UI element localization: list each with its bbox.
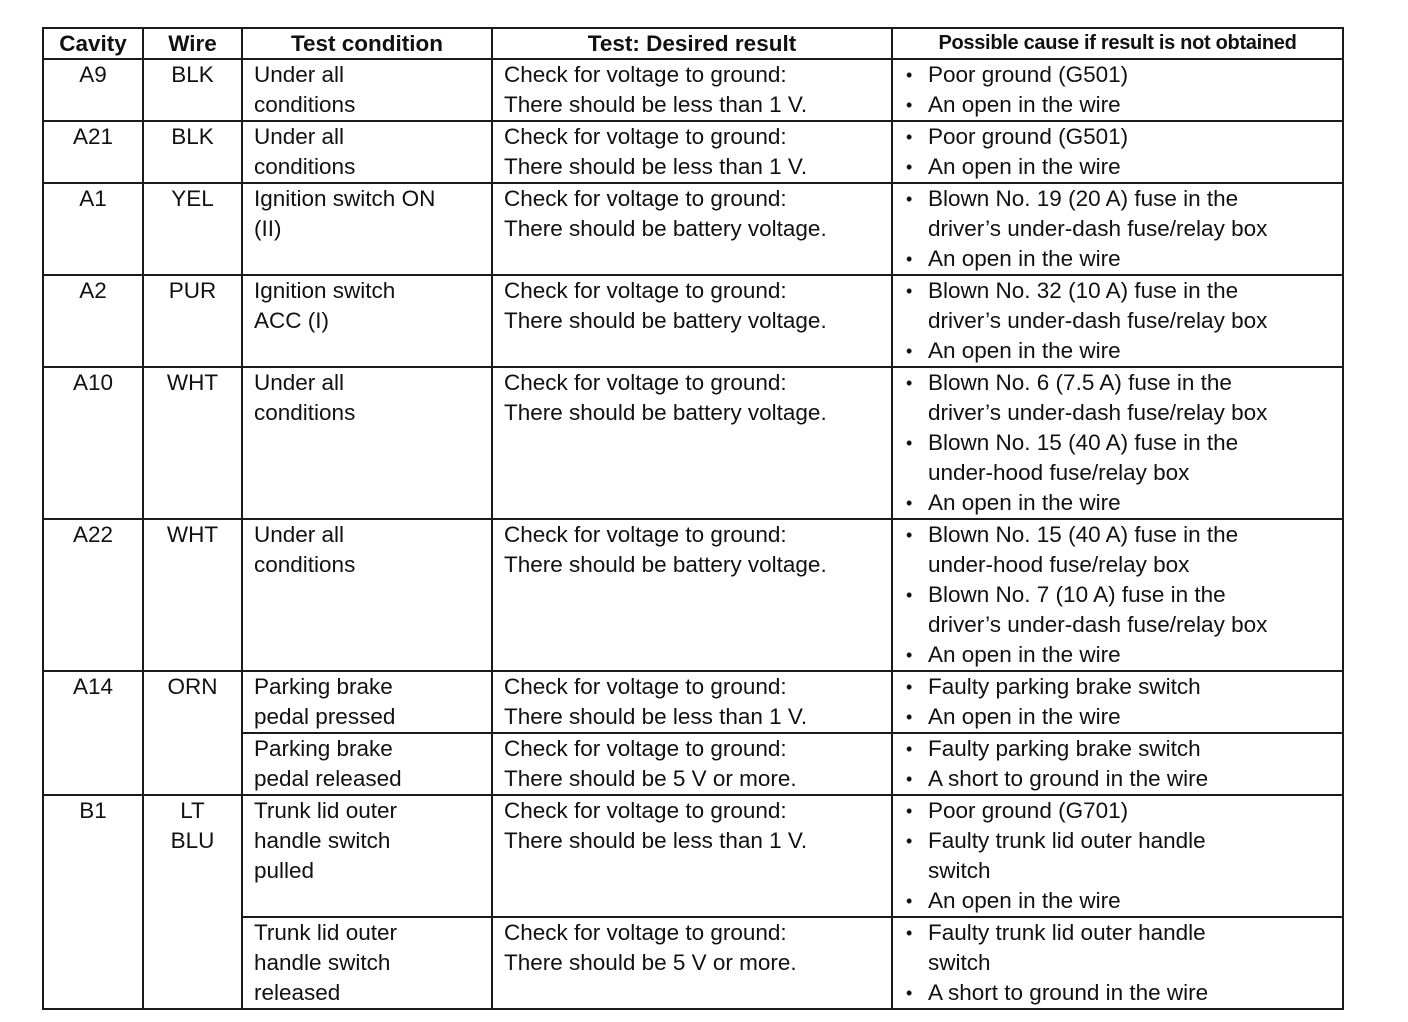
test-condition-cell: Ignition switch ACC (I) — [242, 275, 492, 367]
desired-result-cell: Check for voltage to ground: There should be battery voltage. — [492, 275, 892, 367]
cause-list — [906, 276, 1340, 366]
test-condition-header: Test condition — [242, 28, 492, 59]
possible-cause-cell — [892, 275, 1343, 367]
test-condition-cell: Parking brake pedal pressed — [242, 671, 492, 733]
connector-test-table — [42, 27, 1344, 1010]
wire-header: Wire — [143, 28, 242, 59]
wire-color-cell: BLK — [143, 121, 242, 183]
cause-item: • Poor ground (G501) — [906, 60, 1340, 90]
cause-list — [906, 368, 1340, 518]
cavity-cell: A22 — [43, 519, 143, 671]
wire-color-cell: BLK — [143, 59, 242, 121]
cause-list — [906, 122, 1340, 182]
wire-color-cell: YEL — [143, 183, 242, 275]
possible-cause-cell — [892, 671, 1343, 733]
desired-result-cell: Check for voltage to ground: There should be less than 1 V. — [492, 671, 892, 733]
table-row — [43, 519, 1343, 671]
possible-cause-cell — [892, 519, 1343, 671]
desired-result-cell: Check for voltage to ground: There should be less than 1 V. — [492, 121, 892, 183]
wire-color-cell: PUR — [143, 275, 242, 367]
test-condition-cell: Under all conditions — [242, 519, 492, 671]
desired-result-header: Test: Desired result — [492, 28, 892, 59]
test-condition-cell: Ignition switch ON (II) — [242, 183, 492, 275]
cause-item: • A short to ground in the wire — [906, 764, 1340, 794]
header-row — [43, 28, 1343, 59]
test-condition-cell: Under all conditions — [242, 59, 492, 121]
cause-list — [906, 672, 1340, 732]
cause-list — [906, 734, 1340, 794]
cause-item: • Poor ground (G501) — [906, 122, 1340, 152]
cause-list — [906, 918, 1340, 1008]
table-row — [43, 367, 1343, 519]
cavity-cell: A2 — [43, 275, 143, 367]
cause-item: • Blown No. 6 (7.5 A) fuse in the driver’s under-dash fuse/relay box — [906, 368, 1340, 428]
test-condition-cell: Under all conditions — [242, 121, 492, 183]
test-condition-cell: Trunk lid outer handle switch pulled — [242, 795, 492, 917]
cause-list — [906, 60, 1340, 120]
cause-item: • Faulty parking brake switch — [906, 734, 1340, 764]
table-row — [43, 183, 1343, 275]
cavity-header: Cavity — [43, 28, 143, 59]
wire-color-cell: ORN — [143, 671, 242, 795]
cause-item: • Blown No. 7 (10 A) fuse in the driver’s under-dash fuse/relay box — [906, 580, 1340, 640]
possible-cause-header: Possible cause if result is not obtained — [892, 28, 1343, 59]
cause-item: • Blown No. 15 (40 A) fuse in the under-hood fuse/relay box — [906, 520, 1340, 580]
table-body — [43, 59, 1343, 1009]
cause-item: • Poor ground (G701) — [906, 796, 1340, 826]
possible-cause-cell — [892, 121, 1343, 183]
cause-item: • An open in the wire — [906, 488, 1340, 518]
desired-result-cell: Check for voltage to ground: There should be less than 1 V. — [492, 59, 892, 121]
test-condition-cell: Under all conditions — [242, 367, 492, 519]
table-row — [43, 121, 1343, 183]
desired-result-cell: Check for voltage to ground: There should be 5 V or more. — [492, 917, 892, 1009]
possible-cause-cell — [892, 183, 1343, 275]
table-row — [43, 795, 1343, 917]
cavity-cell: A9 — [43, 59, 143, 121]
possible-cause-cell — [892, 733, 1343, 795]
test-condition-cell: Trunk lid outer handle switch released — [242, 917, 492, 1009]
cavity-cell: A21 — [43, 121, 143, 183]
table-row — [43, 59, 1343, 121]
cause-item: • A short to ground in the wire — [906, 978, 1340, 1008]
cause-item: • An open in the wire — [906, 886, 1340, 916]
cause-item: • Blown No. 32 (10 A) fuse in the driver’s under-dash fuse/relay box — [906, 276, 1340, 336]
cavity-cell: A10 — [43, 367, 143, 519]
cause-item: • Faulty trunk lid outer handle switch — [906, 826, 1340, 886]
cause-item: • Blown No. 15 (40 A) fuse in the under-hood fuse/relay box — [906, 428, 1340, 488]
cause-list — [906, 796, 1340, 916]
cause-item: • An open in the wire — [906, 640, 1340, 670]
cavity-cell: A1 — [43, 183, 143, 275]
cause-item: • An open in the wire — [906, 152, 1340, 182]
cause-item: • An open in the wire — [906, 702, 1340, 732]
possible-cause-cell — [892, 59, 1343, 121]
possible-cause-cell — [892, 367, 1343, 519]
desired-result-cell: Check for voltage to ground: There should be battery voltage. — [492, 183, 892, 275]
cavity-cell: B1 — [43, 795, 143, 1009]
desired-result-cell: Check for voltage to ground: There should be less than 1 V. — [492, 795, 892, 917]
cause-item: • An open in the wire — [906, 90, 1340, 120]
desired-result-cell: Check for voltage to ground: There should be battery voltage. — [492, 519, 892, 671]
possible-cause-cell — [892, 917, 1343, 1009]
cause-item: • An open in the wire — [906, 336, 1340, 366]
cause-item: • An open in the wire — [906, 244, 1340, 274]
desired-result-cell: Check for voltage to ground: There should be 5 V or more. — [492, 733, 892, 795]
cause-list — [906, 520, 1340, 670]
wire-color-cell: WHT — [143, 367, 242, 519]
cavity-cell: A14 — [43, 671, 143, 795]
wire-color-cell: LT BLU — [143, 795, 242, 1009]
desired-result-cell: Check for voltage to ground: There should be battery voltage. — [492, 367, 892, 519]
cause-item: • Blown No. 19 (20 A) fuse in the driver’s under-dash fuse/relay box — [906, 184, 1340, 244]
cause-list — [906, 184, 1340, 274]
wire-color-cell: WHT — [143, 519, 242, 671]
possible-cause-cell — [892, 795, 1343, 917]
table-row — [43, 275, 1343, 367]
cause-item: • Faulty parking brake switch — [906, 672, 1340, 702]
test-condition-cell: Parking brake pedal released — [242, 733, 492, 795]
cause-item: • Faulty trunk lid outer handle switch — [906, 918, 1340, 978]
table-row — [43, 671, 1343, 733]
